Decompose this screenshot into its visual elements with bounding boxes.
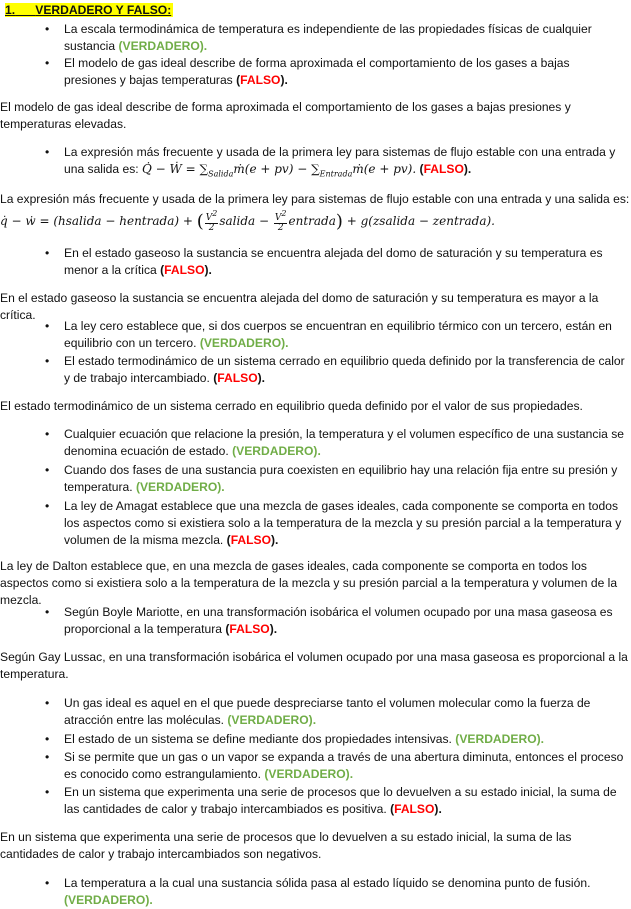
false-label: FALSO xyxy=(230,533,272,547)
heading-number: 1. xyxy=(5,3,16,17)
true-label: VERDADERO xyxy=(139,480,218,494)
list-item: • Según Boyle Mariotte, en una transformación isobárica el volumen ocupado por una masa gaseosa es proporcional a la temperatura (FALSO). xyxy=(45,605,613,636)
true-label: VERDADERO xyxy=(268,767,346,781)
list-item: • El estado de un sistema se define mediante dos propiedades intensivas. (VERDADERO). xyxy=(45,732,544,746)
list-item: • En el estado gaseoso la sustancia se encuentra alejada del domo de saturación y su temperatura es menor a la crítica (FALSO). xyxy=(45,246,603,277)
list-item: • Cuando dos fases de una sustancia pura coexisten en equilibrio hay una relación fija entre su presión y temperatura. (VERDADERO). xyxy=(45,463,618,494)
correction-paragraph: La expresión más frecuente y usada de la primera ley para sistemas de flujo estable con una entrada y una salida es: xyxy=(0,192,630,206)
false-label: FALSO xyxy=(240,73,281,87)
list-item: • El estado termodinámico de un sistema cerrado en equilibrio queda definido por la transferencia de calor y de trabajo intercambiado. (FALSO). xyxy=(45,354,625,385)
list-item: • La ley cero establece que, si dos cuerpos se encuentran en equilibrio térmico con un tercero, están en equilibrio con un tercero. (VERDADERO). xyxy=(45,319,612,350)
heading-title: VERDADERO Y FALSO: xyxy=(35,3,172,17)
false-label: FALSO xyxy=(217,371,258,385)
true-label: VERDADERO xyxy=(122,39,200,53)
bullet-icon: • xyxy=(45,427,50,441)
list-item: • Un gas ideal es aquel en el que puede despreciarse tanto el volumen molecular como la fuerza de atracción entre las moléculas. (VERDADERO). xyxy=(45,696,591,727)
correction-paragraph: El modelo de gas ideal describe de forma aproximada el comportamiento de los gases a bajas presiones y temperaturas elevadas. xyxy=(0,100,571,131)
bullet-icon: • xyxy=(45,56,50,70)
equation: Q̇ − Ẇ = $\sum_{Salida}ṁ(e + pv)$ − $\sum_{Entrada}ṁ(e + pv)$. xyxy=(142,162,417,179)
bullet-icon: • xyxy=(45,319,50,333)
correction-paragraph: Según Gay Lussac, en una transformación isobárica el volumen ocupado por una masa gaseosa es proporcional a la temperatura. xyxy=(0,650,628,681)
correction-paragraph: La ley de Dalton establece que, en una mezcla de gases ideales, cada componente se comporta en todos los aspectos como si existiera solo a la temperatura de la mezcla y su presión parcial a la temperatura y volumen de la mezcla. xyxy=(0,559,618,607)
bullet-icon: • xyxy=(45,785,50,799)
false-label: FALSO xyxy=(423,162,464,176)
list-item: • Cualquier ecuación que relacione la presión, la temperatura y el volumen específico de una sustancia se denomina ecuación de estado. (VERDADERO). xyxy=(45,427,625,458)
equation-line xyxy=(0,209,631,233)
bullet-icon: • xyxy=(45,750,50,764)
true-label: VERDADERO xyxy=(459,732,537,746)
list-item: • La temperatura a la cual una sustancia sólida pasa al estado líquido se denomina punto de fusión. (VERDADERO). xyxy=(45,876,591,907)
false-label: FALSO xyxy=(229,622,270,636)
bullet-icon: • xyxy=(45,246,50,260)
bullet-icon: • xyxy=(45,354,50,368)
false-label: FALSO xyxy=(164,263,205,277)
bullet-icon: • xyxy=(45,732,50,746)
list-item: • El modelo de gas ideal describe de forma aproximada el comportamiento de los gases a bajas presiones y bajas temperaturas (FALSO). xyxy=(45,56,570,87)
list-item: • La expresión más frecuente y usada de la primera ley para sistemas de flujo estable con una entrada y una salida es: Q̇ − Ẇ = $\sum_{Salida}ṁ(e + pv)$ − $\sum_{Entrada}ṁ(e + pv)$. (FALSO). xyxy=(45,145,616,179)
false-label: FALSO xyxy=(394,802,435,816)
bullet-icon: • xyxy=(45,876,50,890)
correction-paragraph: En un sistema que experimenta una serie de procesos que lo devuelven a su estado inicial, la suma de las cantidades de calor y trabajo intercambiados son negativos. xyxy=(0,830,572,861)
bullet-icon: • xyxy=(45,463,50,477)
true-label: VERDADERO xyxy=(231,713,309,727)
correction-paragraph: El estado termodinámico de un sistema cerrado en equilibrio queda definido por el valor de sus propiedades. xyxy=(0,399,583,413)
bullet-icon: • xyxy=(45,696,50,710)
true-label: VERDADERO xyxy=(236,444,314,458)
bullet-icon: • xyxy=(45,499,50,513)
correction-paragraph: En el estado gaseoso la sustancia se encuentra alejada del domo de saturación y su temperatura es mayor a la crítica. xyxy=(0,291,599,322)
bullet-icon: • xyxy=(45,145,50,159)
true-label: VERDADERO xyxy=(68,893,146,907)
list-item: • La escala termodinámica de temperatura es independiente de las propiedades físicas de cualquier sustancia (VERDADERO). xyxy=(45,22,592,53)
section-heading xyxy=(5,2,173,18)
true-label: VERDADERO xyxy=(203,336,282,350)
list-item: • Si se permite que un gas o un vapor se expanda a través de una abertura diminuta, entonces el proceso es conocido como estrangulamiento. (VERDADERO). xyxy=(45,750,624,781)
bullet-icon: • xyxy=(45,22,50,36)
list-item: • En un sistema que experimenta una serie de procesos que lo devuelven a su estado inicial, la suma de las cantidades de calor y trabajo intercambiados es positiva. (FALSO). xyxy=(45,785,617,816)
list-item: • La ley de Amagat establece que una mezcla de gases ideales, cada componente se comporta en todos los aspectos como si existiera solo a la temperatura de la mezcla y su presión parcial a la temperatura y volumen de la misma mezcla. (FALSO). xyxy=(45,499,622,547)
bullet-icon: • xyxy=(45,605,50,619)
equation: q̇ − ẇ = (hsalida − hentrada) + ( $\frac{V^2}{2}$ salida − $\frac{V^2}{2}$ entrada) + g(zsalida − zentrada). xyxy=(0,209,495,233)
